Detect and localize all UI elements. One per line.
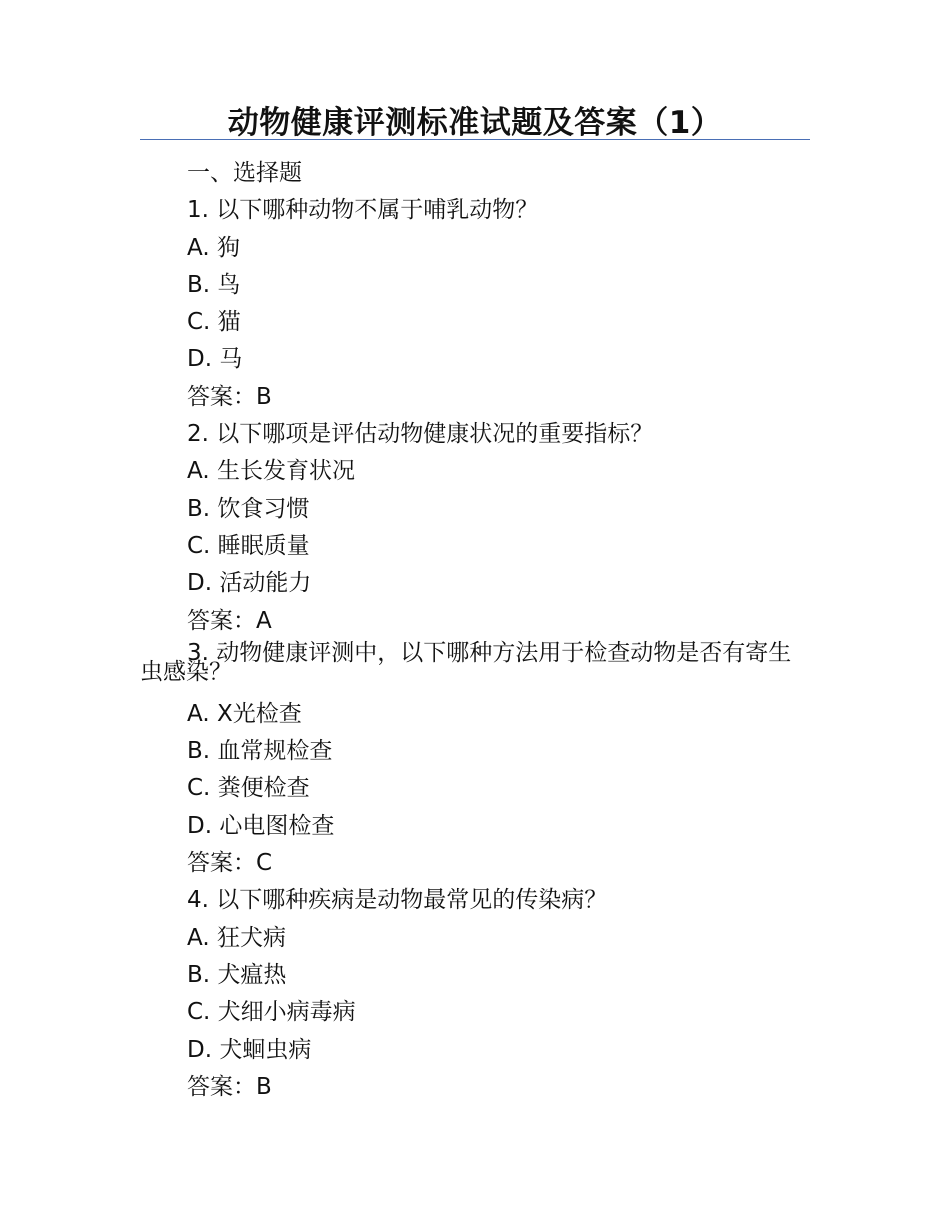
option-d: D. 心电图检查 [187,812,335,839]
question-block-4 [140,882,810,1106]
question-text: 2. 以下哪项是评估动物健康状况的重要指标？ [187,421,654,448]
option-b: B. 犬瘟热 [187,961,287,988]
answer-text: 答案：C [187,850,273,877]
title-underline [140,139,810,140]
option-a: A. 狗 [187,234,240,261]
answer-text: 答案：A [187,607,272,634]
option-c: C. 睡眠质量 [187,532,310,559]
option-b: B. 饮食习惯 [187,495,310,522]
option-a: A. X光检查 [187,700,302,727]
document-body [140,155,810,1106]
option-c: C. 粪便检查 [187,775,310,802]
section-heading: 一、选择题 [187,160,302,186]
option-d: D. 马 [187,346,243,373]
option-b: B. 鸟 [187,271,241,298]
option-a: A. 生长发育状况 [187,458,355,485]
answer-text: 答案：B [187,383,272,410]
question-text: 3. 动物健康评测中，以下哪种方法用于检查动物是否有寄生虫感染？ [140,639,792,685]
option-b: B. 血常规检查 [187,738,333,765]
answer-text: 答案：B [187,1073,272,1100]
document-title: 动物健康评测标准试题及答案（1） [227,105,723,141]
option-c: C. 猫 [187,309,241,336]
question-block-2 [140,416,810,640]
question-text: 4. 以下哪种疾病是动物最常见的传染病？ [187,887,608,914]
option-d: D. 犬蛔虫病 [187,1036,312,1063]
option-d: D. 活动能力 [187,570,312,597]
question-block-3 [140,640,810,882]
option-c: C. 犬细小病毒病 [187,999,356,1026]
option-a: A. 狂犬病 [187,924,286,951]
question-block-1 [140,192,810,416]
question-text: 1. 以下哪种动物不属于哺乳动物？ [187,197,539,224]
